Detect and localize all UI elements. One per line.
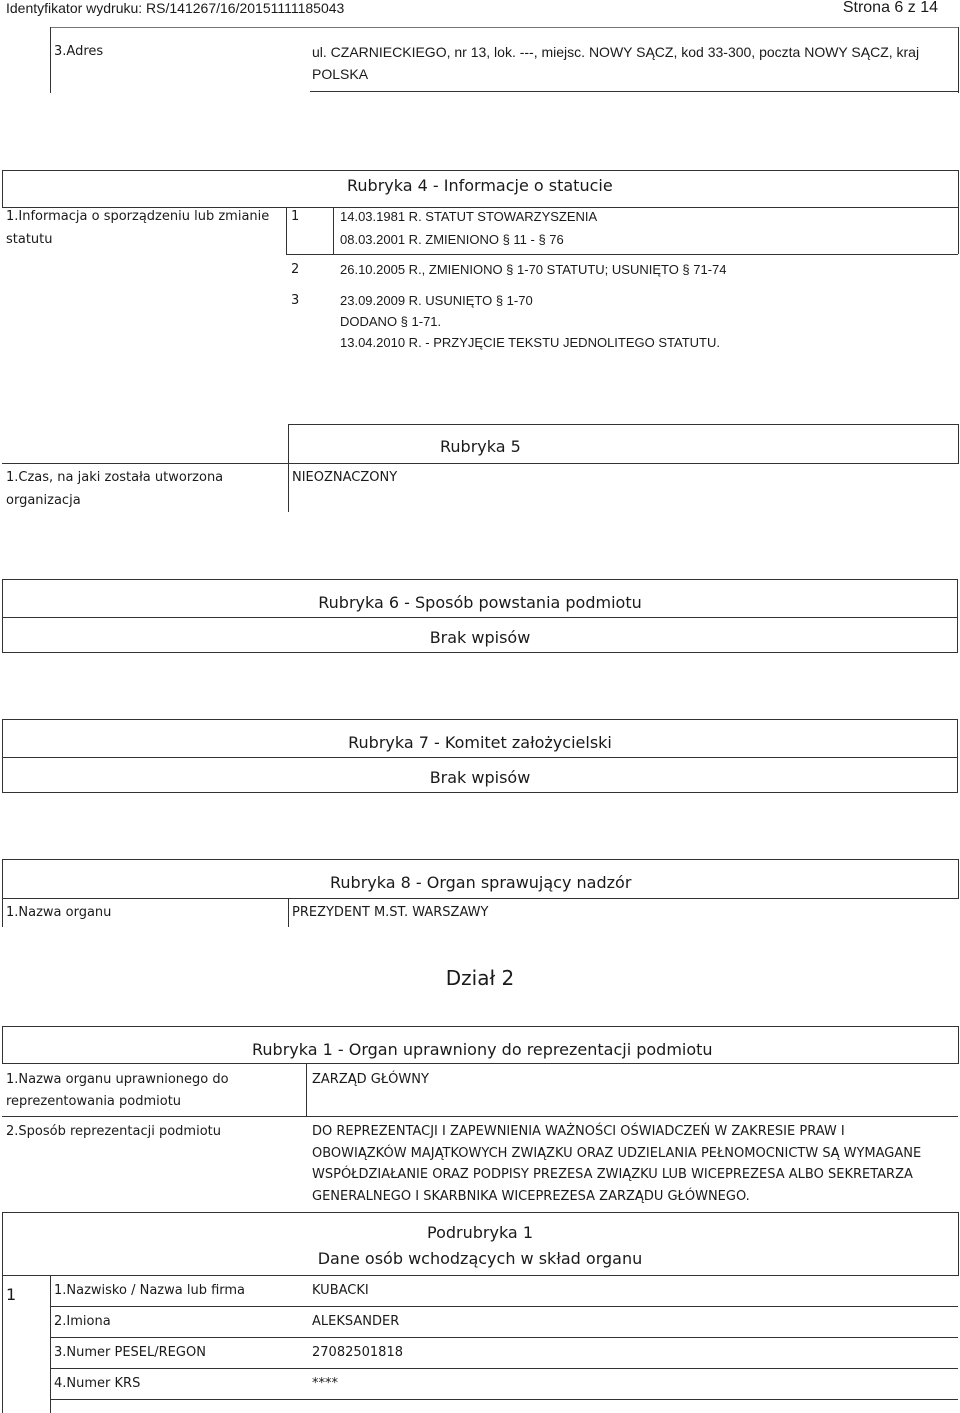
divider	[2, 1063, 958, 1064]
d2-name-label-line1: 1.Nazwa organu uprawnionego do	[6, 1072, 229, 1087]
person-field-value: ****	[312, 1376, 338, 1391]
divider	[2, 170, 3, 208]
divider	[50, 1306, 958, 1307]
divider	[2, 859, 958, 860]
divider	[2, 1026, 958, 1027]
d2-method-line: OBOWIĄZKÓW MAJĄTKOWYCH ZWIĄZKU ORAZ UDZIELANIA PEŁNOMOCNICTW SĄ WYMAGANE	[312, 1146, 922, 1161]
rubryka5-label-line1: 1.Czas, na jaki została utworzona	[6, 470, 224, 485]
person-field-value: KUBACKI	[312, 1283, 369, 1298]
rubryka5-value: NIEOZNACZONY	[292, 470, 398, 485]
rubryka4-entry-number: 3	[291, 293, 300, 308]
d2-name-value: ZARZĄD GŁÓWNY	[312, 1072, 429, 1087]
person-field-label: 1.Nazwisko / Nazwa lub firma	[54, 1283, 246, 1298]
divider	[958, 170, 959, 254]
divider	[2, 898, 958, 899]
rubryka4-entry-text: 13.04.2010 R. - PRZYJĘCIE TEKSTU JEDNOLITEGO STATUTU.	[340, 335, 720, 350]
divider	[958, 424, 959, 464]
rubryka4-entry-text: 08.03.2001 R. ZMIENIONO § 11 - § 76	[340, 232, 564, 247]
rubryka4-label-line2: statutu	[6, 232, 53, 247]
rubryka4-entry-text: 14.03.1981 R. STATUT STOWARZYSZENIA	[340, 209, 598, 224]
divider	[288, 424, 958, 425]
address-value-line1: ul. CZARNIECKIEGO, nr 13, lok. ---, miejsc. NOWY SĄCZ, kod 33-300, poczta NOWY SĄCZ, kraj	[312, 44, 920, 60]
address-label: 3.Adres	[54, 44, 104, 59]
podrubryka1-index: 1	[6, 1285, 17, 1304]
page-number: Strona 6 z 14	[842, 0, 938, 16]
divider	[333, 207, 334, 255]
divider	[306, 1063, 307, 1117]
rubryka6-title: Rubryka 6 - Sposób powstania podmiotu	[318, 593, 642, 612]
person-field-label: 4.Numer KRS	[54, 1376, 141, 1391]
divider	[50, 27, 51, 93]
divider	[2, 617, 958, 618]
divider	[2, 463, 958, 464]
person-field-label: 3.Numer PESEL/REGON	[54, 1345, 206, 1360]
person-field-label: 2.Imiona	[54, 1314, 111, 1329]
rubryka7-empty: Brak wpisów	[429, 768, 531, 787]
address-value-line2: POLSKA	[312, 66, 369, 82]
divider	[50, 1337, 958, 1338]
divider	[50, 1399, 958, 1400]
d2-method-line: GENERALNEGO I SKARBNIKA WICEPREZESA ZARZĄDU GŁÓWNEGO.	[312, 1189, 750, 1204]
divider	[50, 1275, 51, 1413]
divider	[958, 1212, 959, 1276]
divider	[50, 1368, 958, 1369]
rubryka4-entry-text: 23.09.2009 R. USUNIĘTO § 1-70	[340, 293, 533, 308]
divider	[288, 898, 289, 927]
podrubryka1-title: Podrubryka 1	[427, 1223, 533, 1242]
divider	[2, 1026, 3, 1064]
rubryka4-entry-number: 1	[291, 209, 300, 224]
rubryka8-value: PREZYDENT M.ST. WARSZAWY	[292, 905, 489, 920]
divider	[310, 91, 958, 92]
rubryka6-empty: Brak wpisów	[429, 628, 531, 647]
print-identifier: Identyfikator wydruku: RS/141267/16/20151111185043	[6, 0, 345, 16]
divider	[50, 27, 958, 28]
divider	[286, 254, 958, 255]
rubryka5-label-line2: organizacja	[6, 493, 81, 508]
rubryka4-entry-number: 2	[291, 262, 300, 277]
divider	[958, 27, 959, 93]
person-field-value: ALEKSANDER	[312, 1314, 400, 1329]
rubryka4-entry-text: 26.10.2005 R., ZMIENIONO § 1-70 STATUTU; USUNIĘTO § 71-74	[340, 262, 727, 277]
divider	[958, 1026, 959, 1064]
divider	[958, 859, 959, 899]
rubryka5-title: Rubryka 5	[440, 437, 521, 456]
rubryka4-title: Rubryka 4 - Informacje o statucie	[347, 176, 613, 195]
rubryka8-label: 1.Nazwa organu	[6, 905, 112, 920]
divider	[288, 424, 289, 512]
rubryka4-label-line1: 1.Informacja o sporządzeniu lub zmianie	[6, 209, 270, 224]
rubryka4-entry-text: DODANO § 1-71.	[340, 314, 442, 329]
d2-method-line: DO REPREZENTACJI I ZAPEWNIENIA WAŻNOŚCI OŚWIADCZEŃ W ZAKRESIE PRAW I	[312, 1124, 845, 1139]
d2-method-label: 2.Sposób reprezentacji podmiotu	[6, 1124, 221, 1139]
divider	[2, 1116, 958, 1117]
divider	[286, 207, 287, 255]
divider	[2, 859, 3, 927]
d2-name-label-line2: reprezentowania podmiotu	[6, 1094, 182, 1109]
d2-method-line: WSPÓŁDZIAŁANIE ORAZ PODPISY PREZESA ZWIĄZKU LUB WICEPREZESA ALBO SEKRETARZA	[312, 1167, 913, 1182]
rubryka7-title: Rubryka 7 - Komitet założycielski	[348, 733, 612, 752]
divider	[2, 170, 958, 171]
divider	[2, 1275, 958, 1276]
divider	[2, 757, 958, 758]
podrubryka1-subtitle: Dane osób wchodzących w skład organu	[317, 1249, 643, 1268]
rubryka8-title: Rubryka 8 - Organ sprawujący nadzór	[330, 873, 632, 892]
d2rubryka1-title: Rubryka 1 - Organ uprawniony do reprezentacji podmiotu	[252, 1040, 713, 1059]
divider	[2, 1212, 958, 1213]
dzial2-title: Dział 2	[445, 966, 515, 990]
person-field-value: 27082501818	[312, 1345, 403, 1360]
